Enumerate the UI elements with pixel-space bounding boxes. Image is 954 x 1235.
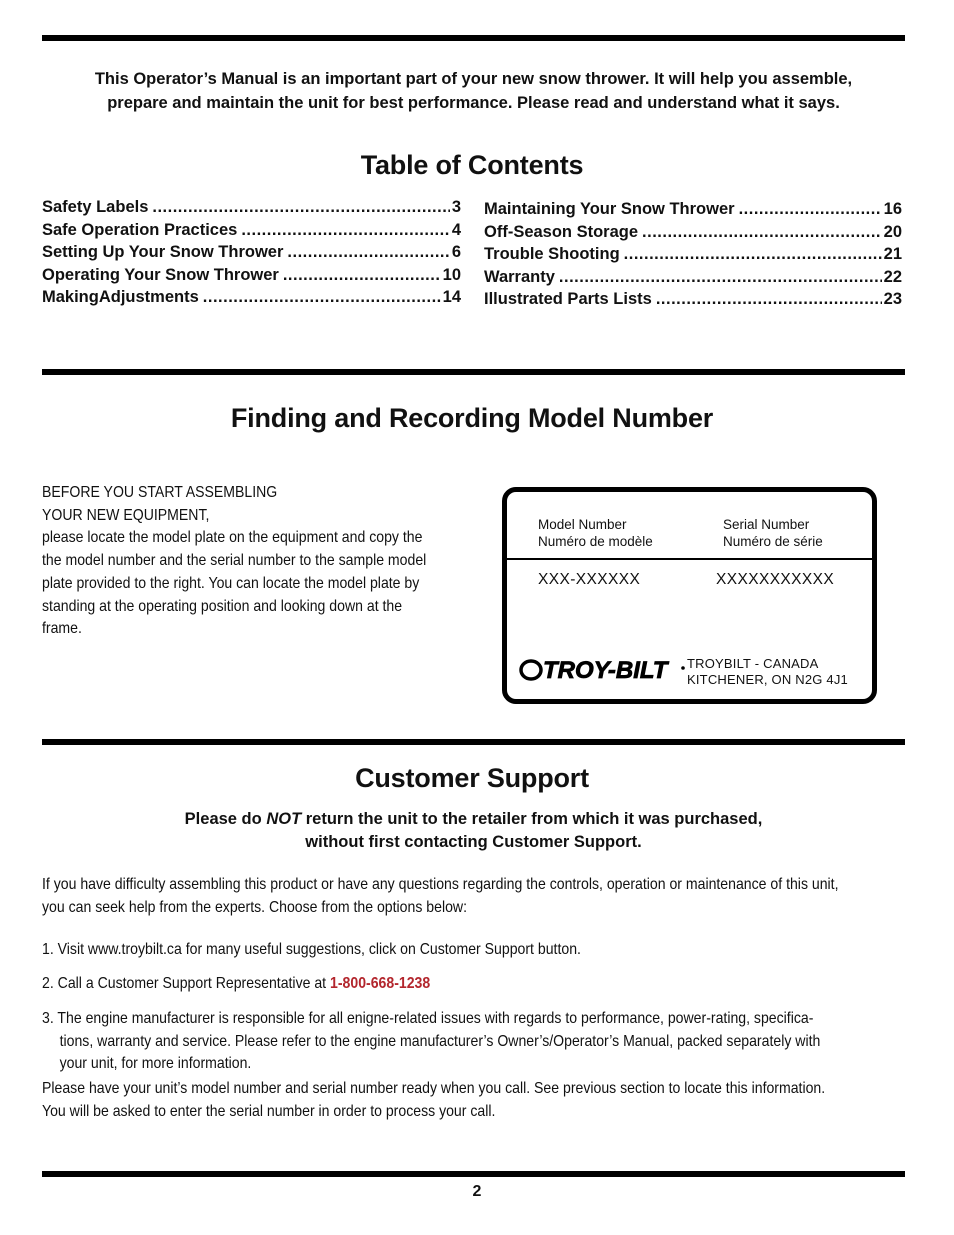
bottom-rule bbox=[42, 1171, 905, 1177]
support-option-3 bbox=[42, 1008, 922, 1076]
option-1-text: 1. Visit www.troybilt.ca for many useful suggestions, click on Customer Support button. bbox=[42, 941, 581, 958]
brand-text: TROY-BILT bbox=[543, 657, 668, 684]
model-instructions bbox=[42, 482, 472, 641]
toc-entry[interactable] bbox=[42, 221, 461, 244]
toc-entry-page: 3 bbox=[451, 198, 461, 216]
option-3-line: tions, warranty and service. Please refer to the engine manufacturer’s Owner’s/Operator’s Manual, packed separately with bbox=[59, 1032, 821, 1050]
support-option-1 bbox=[42, 939, 922, 962]
support-section-title: Customer Support bbox=[355, 763, 589, 793]
toc-entry-page: 6 bbox=[451, 243, 461, 261]
toc-entry-label: Operating Your Snow Thrower bbox=[42, 265, 279, 284]
toc-entry-page: 22 bbox=[883, 267, 902, 286]
note-post: return the unit to the retailer from which it was purchased, bbox=[305, 810, 763, 828]
plate-address bbox=[687, 656, 848, 688]
toc-entry[interactable] bbox=[42, 243, 461, 266]
toc-leader bbox=[241, 221, 449, 240]
toc-leader bbox=[559, 268, 882, 287]
toc-entry-label: Warranty bbox=[484, 267, 555, 286]
closing-line: Please have your unit’s model number and serial number ready when you call. See previous section to locate this information. bbox=[42, 1080, 826, 1097]
section-rule bbox=[42, 369, 905, 375]
toc-entry-page: 10 bbox=[442, 265, 461, 284]
toc-leader bbox=[656, 290, 882, 309]
toc-leader bbox=[642, 223, 882, 242]
toc-entry-page: 21 bbox=[883, 245, 902, 263]
address-line-2: KITCHENER, ON N2G 4J1 bbox=[687, 672, 848, 687]
top-rule bbox=[42, 35, 905, 41]
plate-divider bbox=[507, 558, 872, 560]
model-label-fr: Numéro de modèle bbox=[538, 534, 653, 549]
intro-line-1: This Operator’s Manual is an important part of your new snow thrower. It will help you assemble, bbox=[94, 70, 853, 88]
toc-entry[interactable] bbox=[484, 268, 902, 291]
instruction-line: standing at the operating position and looking down at the bbox=[42, 597, 403, 615]
option-3-line: 3. The engine manufacturer is responsible for all enigne-related issues with regards to performance, power-rating, specifica- bbox=[42, 1010, 814, 1027]
toc-entry-page: 16 bbox=[883, 200, 902, 218]
instruction-line: plate provided to the right. You can locate the model plate by bbox=[42, 574, 420, 592]
serial-label-fr: Numéro de série bbox=[723, 534, 823, 549]
model-label-en: Model Number bbox=[538, 517, 627, 532]
paragraph-line: you can seek help from the experts. Choose from the options below: bbox=[42, 898, 467, 916]
serial-number-label bbox=[723, 516, 823, 550]
sample-model-plate bbox=[502, 487, 877, 704]
paragraph-line: If you have difficulty assembling this product or have any questions regarding the controls, operation or maintenance of this unit, bbox=[42, 876, 839, 893]
note-not-emphasis: NOT bbox=[266, 810, 302, 828]
toc-leader bbox=[287, 243, 449, 262]
support-intro-paragraph bbox=[42, 874, 922, 919]
toc-left-column bbox=[42, 198, 461, 311]
toc-entry-label: Off-Season Storage bbox=[484, 222, 639, 241]
support-warning-line-2: without first contacting Customer Support. bbox=[305, 833, 642, 851]
toc-leader bbox=[152, 198, 449, 217]
address-line-1: TROYBILT - CANADA bbox=[687, 656, 819, 671]
troy-bilt-logo bbox=[519, 656, 687, 689]
instruction-line: the model number and the serial number to the sample model bbox=[42, 552, 427, 570]
instruction-line: BEFORE YOU START ASSEMBLING bbox=[42, 484, 278, 501]
toc-leader bbox=[739, 200, 882, 219]
serial-label-en: Serial Number bbox=[723, 517, 810, 532]
option-3-line: your unit, for more information. bbox=[59, 1055, 252, 1072]
toc-entry[interactable] bbox=[484, 245, 902, 268]
note-pre: Please do bbox=[184, 810, 262, 828]
model-section-title: Finding and Recording Model Number bbox=[230, 403, 714, 433]
toc-entry[interactable] bbox=[42, 266, 461, 289]
support-warning bbox=[42, 808, 905, 854]
toc-leader bbox=[203, 288, 441, 307]
toc-entry-label: Safety Labels bbox=[42, 198, 149, 216]
support-closing-paragraph bbox=[42, 1078, 922, 1123]
toc-entry[interactable] bbox=[42, 288, 461, 311]
page-number: 2 bbox=[472, 1183, 482, 1200]
toc-entry-page: 4 bbox=[451, 220, 461, 239]
toc-entry[interactable] bbox=[484, 290, 902, 313]
toc-entry-label: Setting Up Your Snow Thrower bbox=[42, 243, 284, 261]
toc-title: Table of Contents bbox=[360, 150, 584, 180]
toc-entry[interactable] bbox=[484, 200, 902, 223]
toc-entry-page: 14 bbox=[442, 288, 461, 306]
intro-paragraph bbox=[42, 67, 905, 115]
toc-entry-label: MakingAdjustments bbox=[42, 288, 199, 306]
support-warning-line-1 bbox=[42, 808, 905, 831]
closing-line: You will be asked to enter the serial number in order to process your call. bbox=[42, 1102, 496, 1120]
instruction-line: frame. bbox=[42, 620, 82, 638]
toc-entry-label: Trouble Shooting bbox=[484, 245, 620, 263]
serial-number-value: XXXXXXXXXXX bbox=[716, 571, 835, 588]
toc-entry-label: Maintaining Your Snow Thrower bbox=[484, 200, 735, 218]
option-2-text: 2. Call a Customer Support Representative at bbox=[42, 975, 327, 992]
toc-leader bbox=[283, 266, 441, 285]
instruction-line: please locate the model plate on the equipment and copy the bbox=[42, 529, 423, 547]
model-number-label bbox=[538, 516, 653, 550]
toc-entry[interactable] bbox=[42, 198, 461, 221]
toc-entry-label: Illustrated Parts Lists bbox=[484, 290, 652, 308]
intro-line-2: prepare and maintain the unit for best performance. Please read and understand what it says. bbox=[107, 94, 840, 112]
instruction-line: YOUR NEW EQUIPMENT, bbox=[42, 506, 210, 524]
toc-leader bbox=[624, 245, 882, 264]
section-rule bbox=[42, 739, 905, 745]
support-option-2 bbox=[42, 973, 922, 996]
model-number-value: XXX-XXXXXX bbox=[538, 571, 641, 588]
toc-entry-page: 20 bbox=[883, 222, 902, 241]
toc-entry-label: Safe Operation Practices bbox=[42, 220, 238, 239]
toc-entry-page: 23 bbox=[883, 290, 902, 308]
toc-entry[interactable] bbox=[484, 223, 902, 246]
toc-right-column bbox=[484, 200, 902, 313]
option-2-line bbox=[42, 973, 816, 996]
support-phone-link[interactable]: 1-800-668-1238 bbox=[330, 975, 431, 992]
